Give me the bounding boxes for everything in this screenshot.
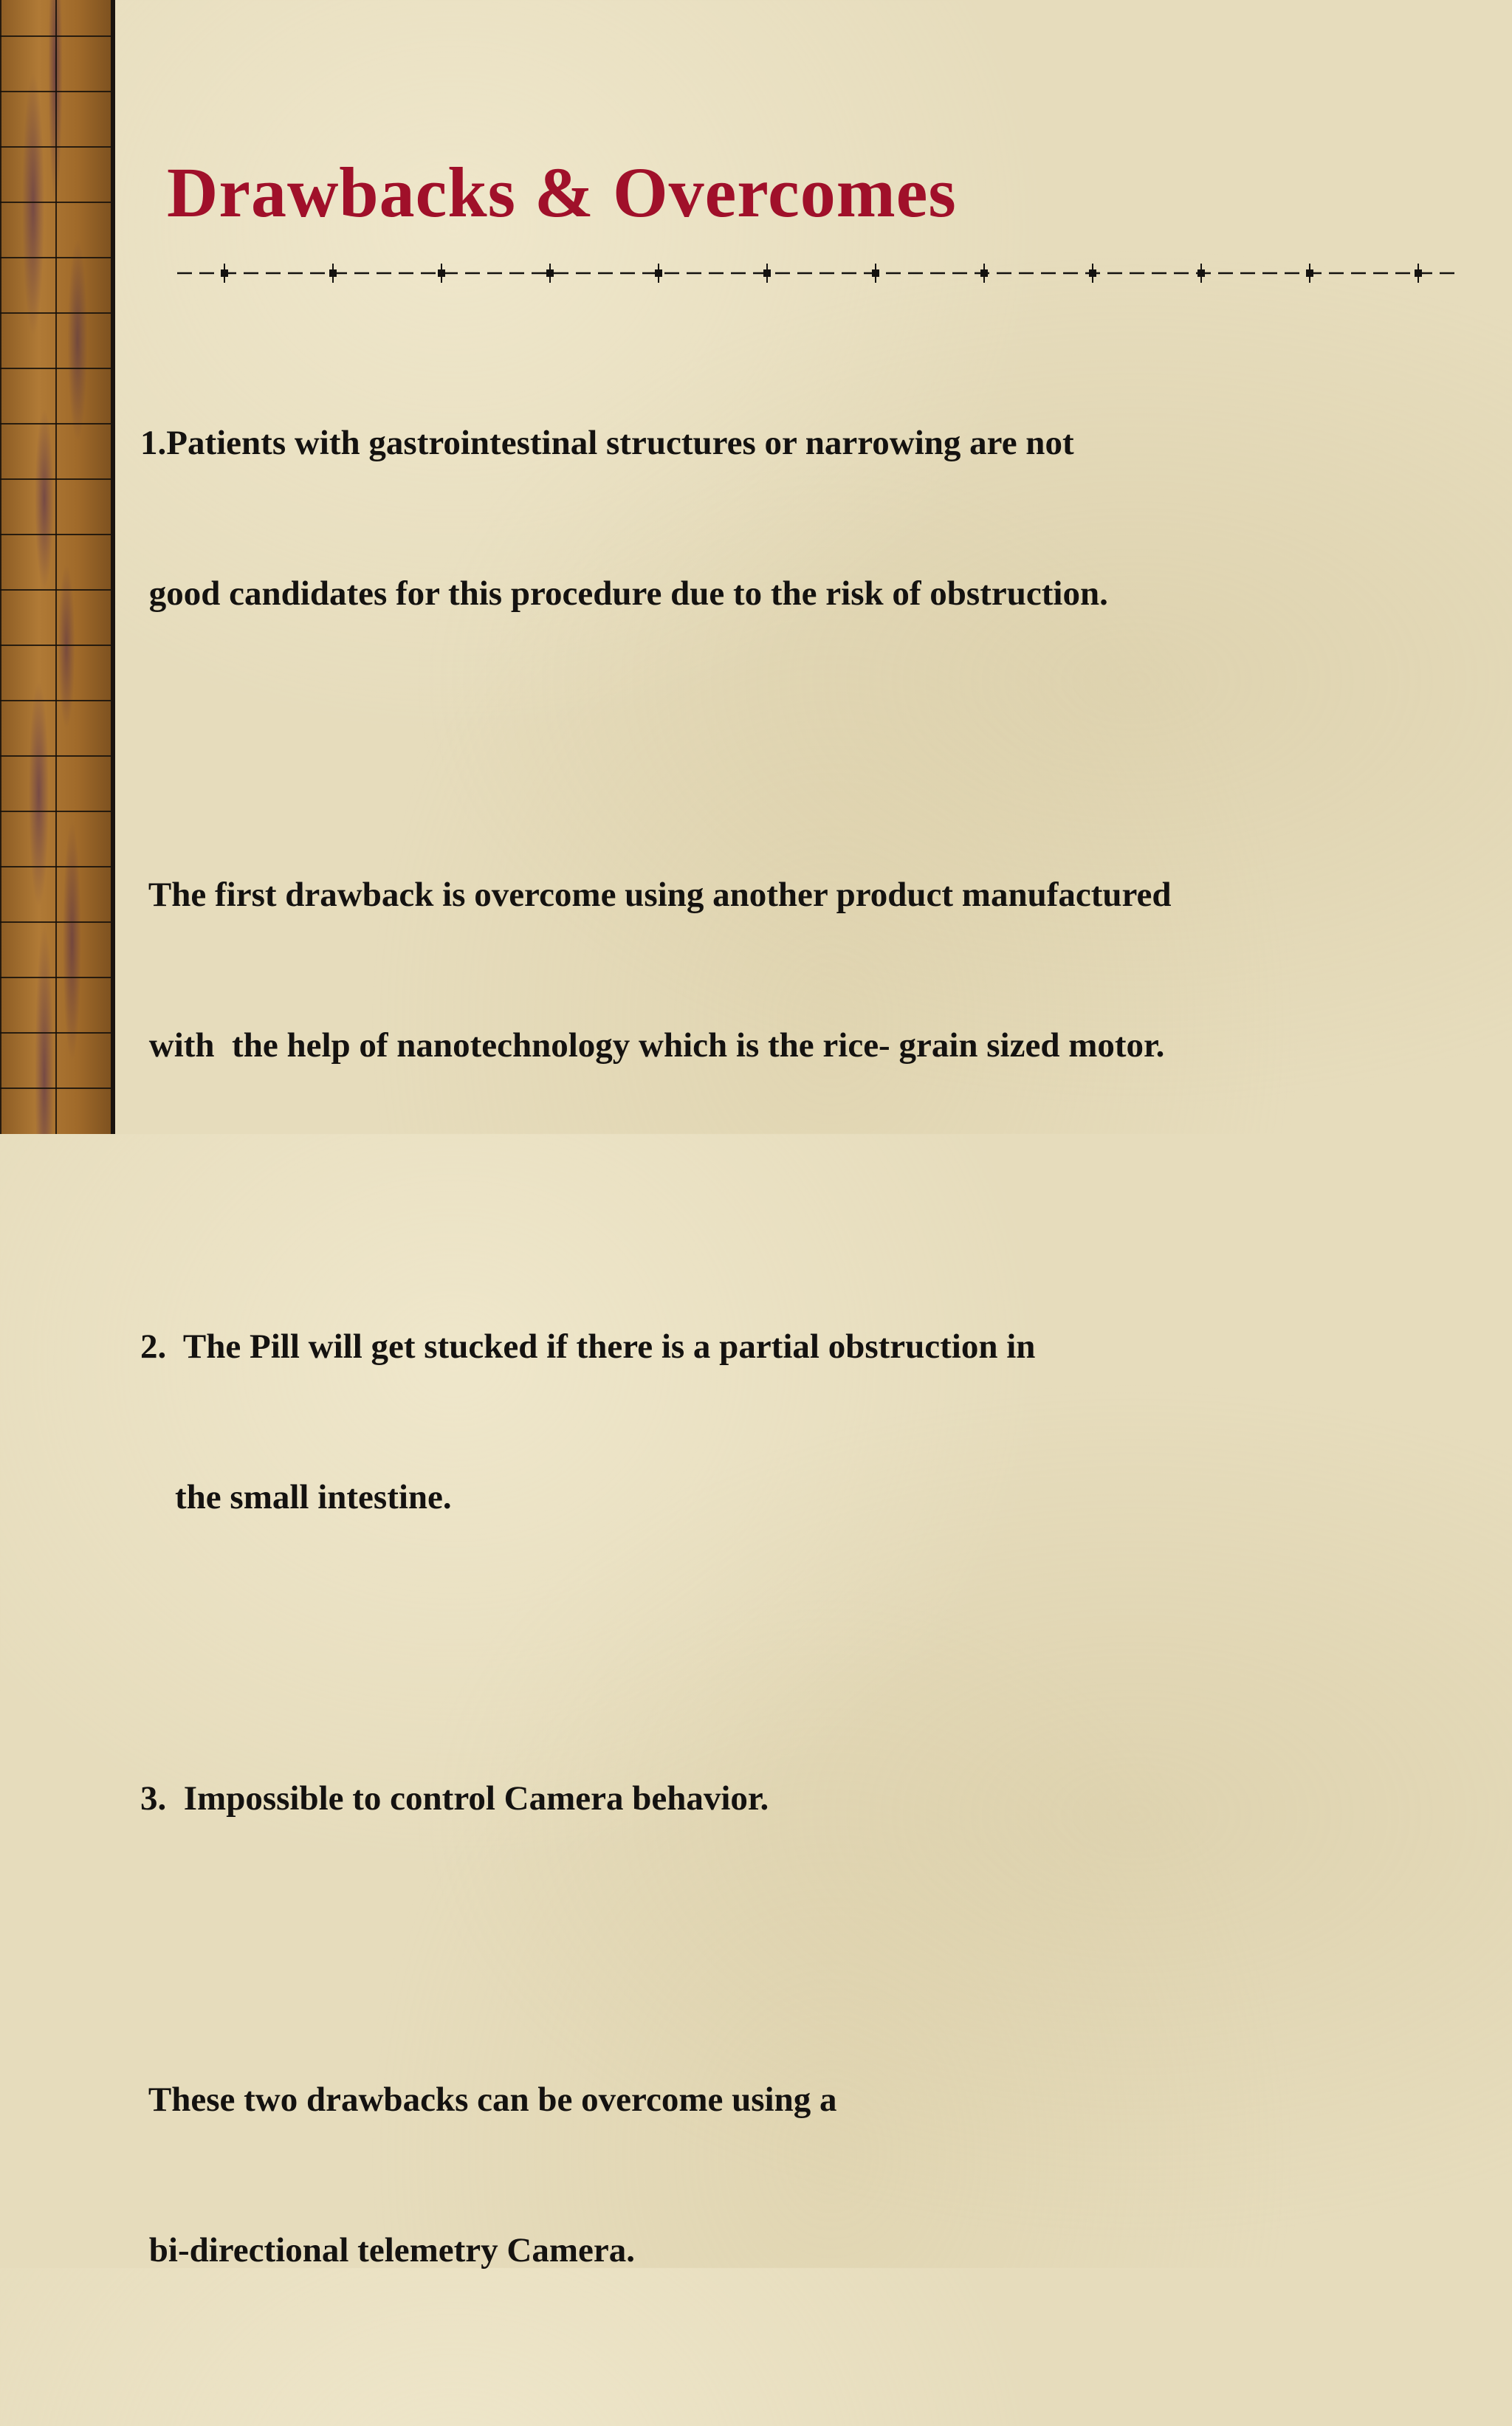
- title-divider: [177, 262, 1462, 284]
- paragraph-pill-stuck: [140, 1221, 1454, 1623]
- side-strip-grid: [0, 0, 111, 1134]
- text-line: good candidates for this procedure due to the risk of obstruction.: [140, 574, 1108, 613]
- slide-body: [140, 317, 1454, 2426]
- text-line: 2. The Pill will get stucked if there is a partial obstruction in: [140, 1327, 1036, 1366]
- paragraph-camera-control: [140, 1673, 1454, 1924]
- text-line: 3. Impossible to control Camera behavior.: [140, 1779, 769, 1818]
- text-line: with the help of nanotechnology which is the rice- grain sized motor.: [140, 1026, 1165, 1065]
- text-line: the small intestine.: [140, 1478, 452, 1516]
- slide-title: Drawbacks & Overcomes: [167, 153, 957, 232]
- paragraph-second-overcome: [140, 1974, 1454, 2376]
- text-line: The first drawback is overcome using another product manufactured: [140, 876, 1172, 914]
- paragraph-first-overcome: [140, 769, 1454, 1171]
- side-strip-edge: [111, 0, 115, 1134]
- text-line: 1.Patients with gastrointestinal structures or narrowing are not: [140, 424, 1074, 462]
- decorative-side-strip: [0, 0, 111, 1134]
- text-line: These two drawbacks can be overcome using a: [140, 2080, 837, 2119]
- paragraph-obstruction-risk: [140, 317, 1454, 719]
- text-line: bi-directional telemetry Camera.: [140, 2231, 635, 2269]
